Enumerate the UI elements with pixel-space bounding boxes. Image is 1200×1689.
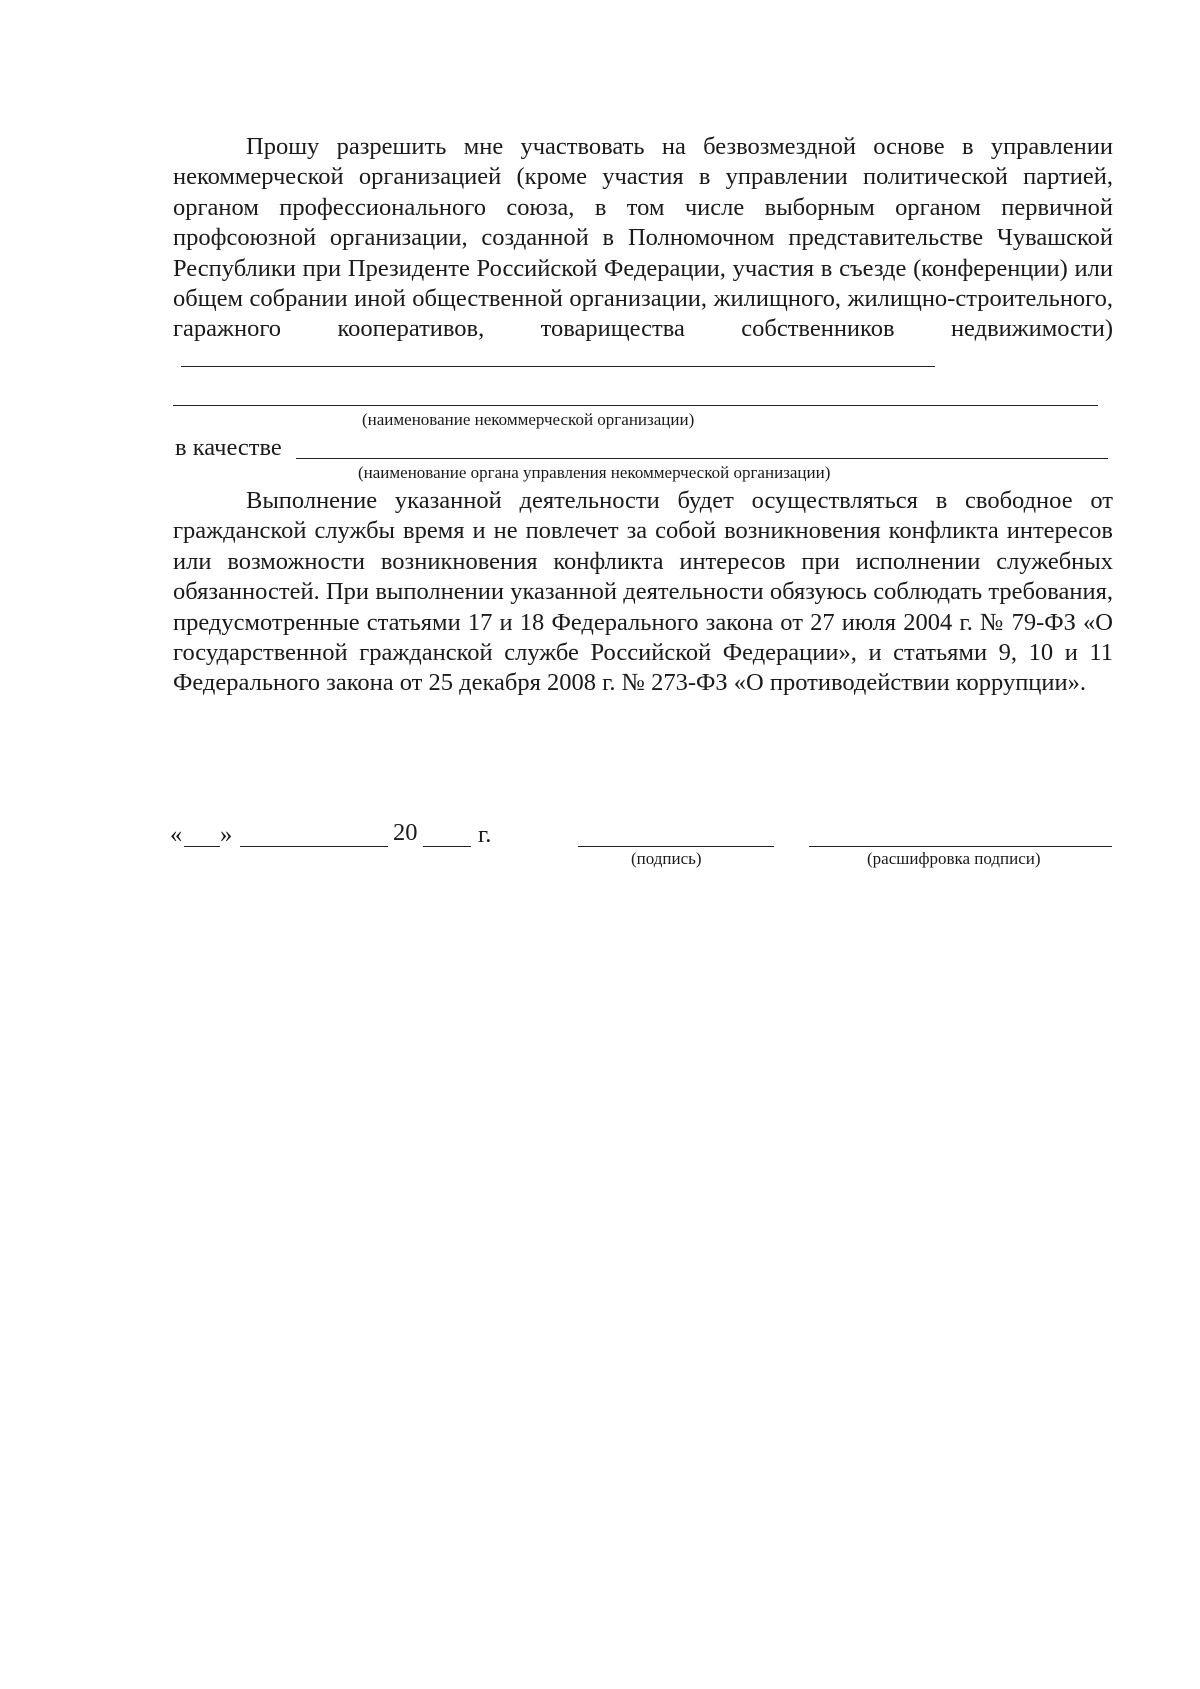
date-day-field[interactable]	[184, 846, 220, 847]
request-paragraph-text: Прошу разрешить мне участвовать на безвозмездной основе в управлении некоммерческой организацией (кроме участия в управлении политической партией, органом профессионального союза, в том числе выборным органом первичной профсоюзной организации, созданной в Полномочном представительстве Чувашской Республики при Президенте Российской Федерации, участия в съезде (конференции) или общем собрании иной общественной организации, жилищного, жилищно-строительного, гаражного кооперативов, товарищества собственников недвижимости)	[173, 133, 1113, 343]
obligation-paragraph: Выполнение указанной деятельности будет осуществляться в свободное от гражданской службы время и не повлечет за собой возникновения конфликта интересов или возможности возникновения конфликта интересов при исполнении служебных обязанностей. При выполнении указанной деятельности обязуюсь соблюдать требования, предусмотренные статьями 17 и 18 Федерального закона от 27 июля 2004 г. № 79-ФЗ «О государственной гражданской службе Российской Федерации», и статьями 9, 10 и 11 Федерального закона от 25 декабря 2008 г. № 273-ФЗ «О противодействии коррупции».	[173, 487, 1113, 697]
date-year-prefix: 20	[393, 819, 418, 846]
role-field[interactable]	[296, 458, 1108, 459]
role-label: в качестве	[175, 434, 282, 461]
signature-decoding-field[interactable]	[809, 846, 1112, 847]
date-year-suffix: г.	[478, 821, 492, 848]
request-paragraph	[173, 132, 1113, 375]
role-caption: (наименование органа управления некоммерческой организации)	[358, 463, 831, 482]
organization-name-caption: (наименование некоммерческой организации)	[362, 410, 695, 429]
date-quote-open: «	[170, 821, 183, 848]
date-month-field[interactable]	[240, 846, 388, 847]
organization-name-field-line2[interactable]	[173, 405, 1098, 406]
date-quote-close: »	[220, 821, 233, 848]
date-year-field[interactable]	[423, 846, 471, 847]
signature-decoding-caption: (расшифровка подписи)	[867, 849, 1041, 868]
signature-field[interactable]	[578, 846, 774, 847]
signature-caption: (подпись)	[631, 849, 702, 868]
organization-name-field[interactable]	[181, 365, 935, 367]
